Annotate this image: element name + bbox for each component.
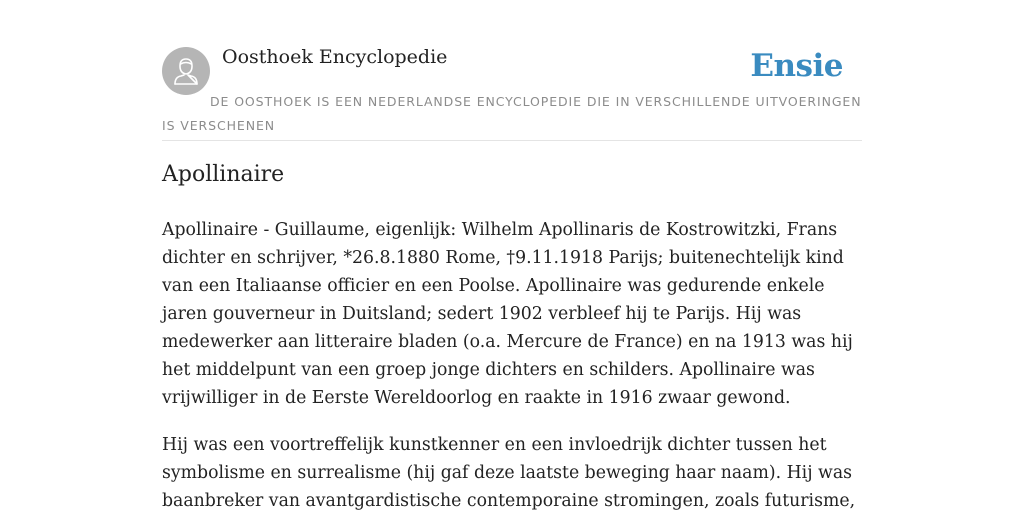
- source-header: [162, 44, 862, 141]
- article-body: [162, 216, 862, 512]
- ensie-logo[interactable]: Ensie: [750, 48, 843, 84]
- article-title: Apollinaire: [162, 162, 285, 187]
- article-paragraph: Apollinaire - Guillaume, eigenlijk: Wilhelm Apollinaris de Kostrowitzki, Frans dichter en schrijver, *26.8.1880 Rome, †9.11.1918 Parijs; buitenechtelijk kind van een Italiaanse officier en een Poolse. Apollinaire was gedurende enkele jaren gouverneur in Duitsland; sedert 1902 verbleef hij te Parijs. Hij was medewerker aan litteraire bladen (o.a. Mercure de France) en na 1913 was hij het middelpunt van een groep jonge dichters en schilders. Apollinaire was vrijwilliger in de Eerste Wereldoorlog en raakte in 1916 zwaar gewond.: [162, 220, 853, 408]
- user-silhouette-icon[interactable]: [162, 47, 210, 95]
- source-description: DE OOSTHOEK IS EEN NEDERLANDSE ENCYCLOPEDIE DIE IN VERSCHILLENDE UITVOERINGEN IS VERSCHENEN: [162, 94, 862, 133]
- article-paragraph: Hij was een voortreffelijk kunstkenner en een invloedrijk dichter tussen het symbolisme en surrealisme (hij gaf deze laatste beweging haar naam). Hij was baanbreker van avantgardistische contemporaine stromingen, zoals futurisme,: [162, 435, 856, 511]
- source-name-link[interactable]: Oosthoek Encyclopedie: [222, 46, 448, 68]
